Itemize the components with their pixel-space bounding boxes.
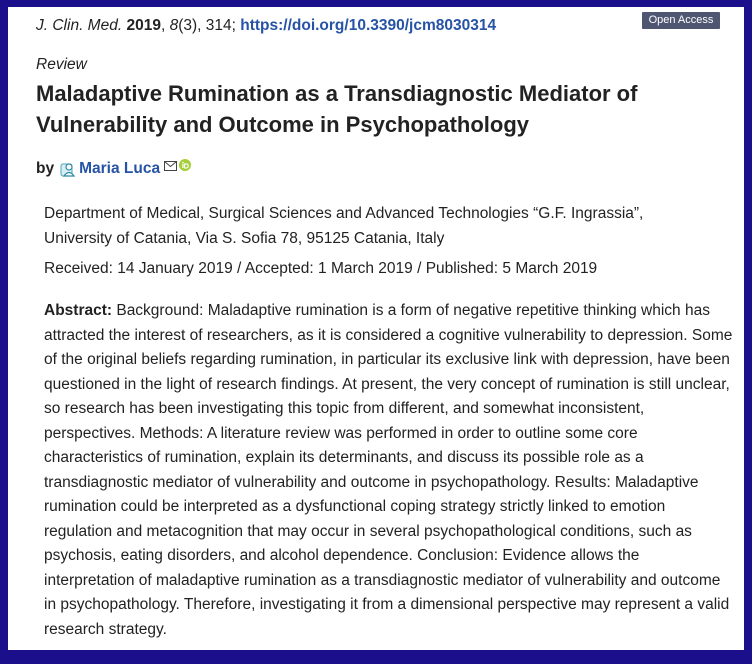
publication-dates: Received: 14 January 2019 / Accepted: 1 March 2019 / Published: 5 March 2019: [44, 260, 598, 277]
doi-link[interactable]: https://doi.org/10.3390/jcm8030314: [240, 17, 497, 34]
article-title: Maladaptive Rumination as a Transdiagnostic Mediator of Vulnerability and Outcome in Psychopathology: [36, 81, 638, 137]
author-line: [36, 160, 191, 178]
abstract-label: Abstract:: [44, 302, 113, 319]
journal-issue: (3), 314;: [178, 17, 236, 34]
author-name-link[interactable]: Maria Luca: [79, 160, 161, 177]
journal-name: J. Clin. Med.: [36, 17, 123, 34]
article-type: Review: [36, 56, 87, 73]
journal-year: 2019: [126, 17, 161, 34]
affiliation-line-1: Department of Medical, Surgical Sciences and Advanced Technologies “G.F. Ingrassia”,: [44, 205, 644, 222]
by-label: by: [36, 160, 55, 177]
abstract-text: Background: Maladaptive rumination is a form of negative repetitive thinking which has attracted the interest of researchers, as it is considered a cognitive vulnerability to depression. Some of the original beliefs regarding rumination, in particular its exclusive link with depression, have been questioned in the light of research findings. At present, the very concept of rumination is still unclear, so research has been investigating this topic from different, and somewhat inconsistent, perspectives. Methods: A literature review was performed in order to outline some core characteristics of rumination, explain its determinants, and discuss its possible role as a transdiagnostic mediator of vulnerability and outcome in psychopathology. Results: Maladaptive rumination could be interpreted as a dysfunctional coping strategy strictly linked to emotion regulation and metacognition that may occur in several psychopathological conditions, such as psychosis, eating disorders, and alcohol dependence. Conclusion: Evidence allows the interpretation of maladaptive rumination as a transdiagnostic mediator of vulnerability and outcome in psychopathology. Therefore, investigating it from a dimensional perspective may represent a valid research strategy.: [44, 302, 733, 638]
open-access-badge[interactable]: Open Access: [642, 12, 720, 29]
citation-line: J. Clin. Med. 2019, 8(3), 314; https://doi.org/10.3390/jcm8030314: [36, 17, 497, 34]
profile-icon[interactable]: [60, 161, 76, 177]
orcid-icon[interactable]: [179, 159, 191, 171]
mail-icon[interactable]: [164, 161, 177, 171]
abstract: [44, 299, 734, 642]
affiliation-line-2: University of Catania, Via S. Sofia 78, 95125 Catania, Italy: [44, 229, 445, 247]
affiliation: [44, 202, 734, 251]
article-page: [8, 7, 744, 650]
journal-volume: 8: [169, 17, 179, 34]
